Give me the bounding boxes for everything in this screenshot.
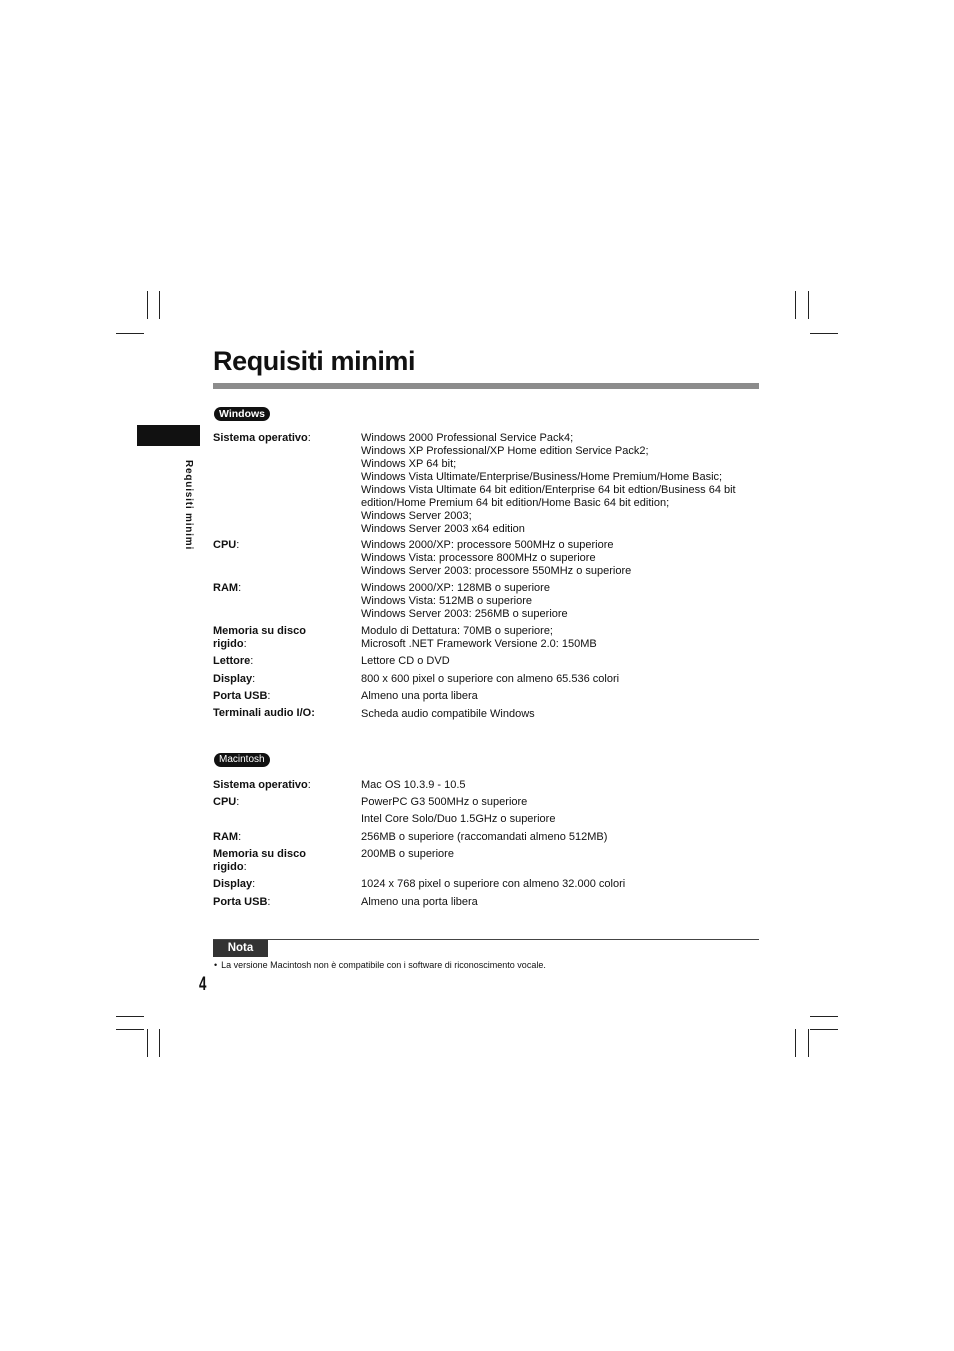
crop-mark xyxy=(116,333,144,334)
crop-mark xyxy=(159,291,160,319)
crop-mark xyxy=(147,291,148,319)
row-value: 200MB o superiore xyxy=(361,848,454,860)
page-number: 4 xyxy=(199,974,207,995)
nota-item xyxy=(214,960,546,970)
row-label: Sistema operativo: xyxy=(213,779,311,791)
macintosh-badge: Macintosh xyxy=(214,753,270,767)
section-tab-marker xyxy=(137,425,200,446)
row-value: Almeno una porta libera xyxy=(361,896,478,908)
page-title: Requisiti minimi xyxy=(213,346,416,376)
crop-mark xyxy=(795,291,796,319)
row-label: Lettore: xyxy=(213,655,254,667)
row-label: Sistema operativo: xyxy=(213,432,311,444)
windows-badge: Windows xyxy=(214,407,270,421)
row-value: PowerPC G3 500MHz o superiore Intel Core Solo/Duo 1.5GHz o superiore xyxy=(361,796,556,825)
row-label: RAM: xyxy=(213,831,242,843)
row-label: Memoria su disco rigido: xyxy=(213,625,306,650)
row-label: CPU: xyxy=(213,539,240,551)
row-value: Mac OS 10.3.9 - 10.5 xyxy=(361,779,466,791)
side-section-label: Requisiti minimi xyxy=(183,460,194,551)
row-label: Porta USB: xyxy=(213,896,271,908)
row-label: Memoria su disco rigido: xyxy=(213,848,306,873)
row-value: Windows 2000/XP: processore 500MHz o superiore Windows Vista: processore 800MHz o superiore Windows Server 2003: processore 550MHz o superiore xyxy=(361,539,632,577)
crop-mark xyxy=(810,333,838,334)
row-value: 256MB o superiore (raccomandati almeno 512MB) xyxy=(361,831,608,843)
row-label: Display: xyxy=(213,673,256,685)
bullet-icon: • xyxy=(214,960,218,970)
row-value: Almeno una porta libera xyxy=(361,690,478,702)
crop-mark xyxy=(116,1016,144,1017)
row-label: Porta USB: xyxy=(213,690,271,702)
crop-mark xyxy=(808,291,809,319)
row-label: RAM: xyxy=(213,582,242,594)
row-value: Scheda audio compatibile Windows xyxy=(361,708,535,720)
row-value: Windows 2000/XP: 128MB o superiore Windows Vista: 512MB o superiore Windows Server 2003: 256MB o superiore xyxy=(361,582,568,620)
crop-mark xyxy=(810,1016,838,1017)
row-label: Terminali audio I/O: xyxy=(213,707,315,719)
row-value: Modulo di Dettatura: 70MB o superiore; Microsoft .NET Framework Versione 2.0: 150MB xyxy=(361,625,597,650)
crop-mark xyxy=(159,1029,160,1057)
crop-mark xyxy=(116,1029,144,1030)
nota-heading: Nota xyxy=(213,940,268,957)
crop-mark xyxy=(810,1029,838,1030)
crop-mark xyxy=(147,1029,148,1057)
row-value: Windows 2000 Professional Service Pack4; Windows XP Professional/XP Home edition Service Pack2; Windows XP 64 bit; Windows Vista Ultimate/Enterprise/Business/Home Premium/Home Basic; Windows Vista Ultimate 64 bit edition/Enterprise 64 bit edtion/Business 64 bit edition/Home Premium 64 bit edition/Home Basic 64 bit edition; Windows Server 2003; Windows Server 2003 x64 edition xyxy=(361,432,736,535)
nota-rule xyxy=(213,939,759,940)
row-value: 800 x 600 pixel o superiore con almeno 65.536 colori xyxy=(361,673,620,685)
crop-mark xyxy=(808,1029,809,1057)
nota-text: La versione Macintosh non è compatibile con i software di riconoscimento vocale. xyxy=(221,960,546,970)
row-value: Lettore CD o DVD xyxy=(361,655,450,667)
title-rule xyxy=(213,383,759,389)
crop-mark xyxy=(795,1029,796,1057)
row-label: CPU: xyxy=(213,796,240,808)
row-value: 1024 x 768 pixel o superiore con almeno 32.000 colori xyxy=(361,878,626,890)
row-label: Display: xyxy=(213,878,256,890)
